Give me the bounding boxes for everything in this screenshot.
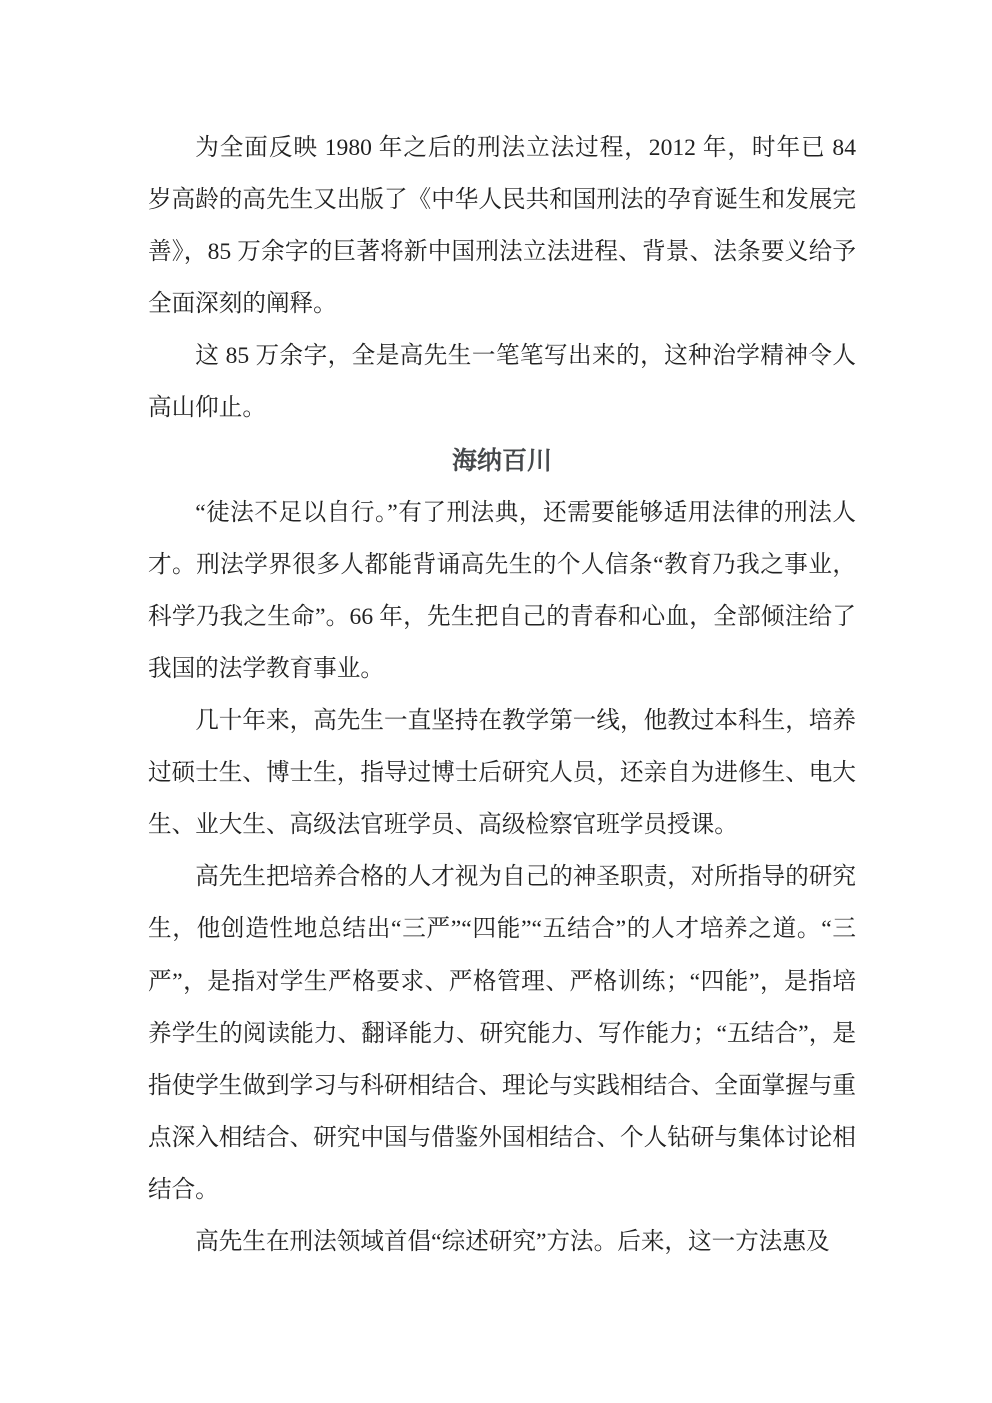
paragraph-section-2: 几十年来，高先生一直坚持在教学第一线，他教过本科生，培养过硕士生、博士生，指导过博士后研究人员，还亲自为进修生、电大生、业大生、高级法官班学员、高级检察官班学员授课。 [148,708,856,839]
paragraph-intro-2: 这 85 万余字，全是高先生一笔笔写出来的，这种治学精神令人高山仰止。 [148,343,856,422]
paragraph-intro-1: 为全面反映 1980 年之后的刑法立法过程，2012 年，时年已 84 岁高龄的高先生又出版了《中华人民共和国刑法的孕育诞生和发展完善》，85 万余字的巨著将新中国刑法立法进程、背景、法条要义给予全面深刻的阐释。 [148,135,856,318]
paragraph-section-1: “徒法不足以自行。”有了刑法典，还需要能够适用法律的刑法人才。刑法学界很多人都能背诵高先生的个人信条“教育乃我之事业，科学乃我之生命”。66 年，先生把自己的青春和心血，全部倾注给了我国的法学教育事业。 [148,499,856,682]
paragraph-section-4: 高先生在刑法领域首倡“综述研究”方法。后来，这一方法惠及 [195,1228,830,1255]
document-body [148,122,856,1268]
paragraph-section-3: 高先生把培养合格的人才视为自己的神圣职责，对所指导的研究生，他创造性地总结出“三严”“四能”“五结合”的人才培养之道。“三严”，是指对学生严格要求、严格管理、严格训练；“四能”，是指培养学生的阅读能力、翻译能力、研究能力、写作能力；“五结合”，是指使学生做到学习与科研相结合、理论与实践相结合、全面掌握与重点深入相结合、研究中国与借鉴外国相结合、个人钻研与集体讨论相结合。 [148,864,856,1203]
section-heading: 海纳百川 [451,446,552,475]
